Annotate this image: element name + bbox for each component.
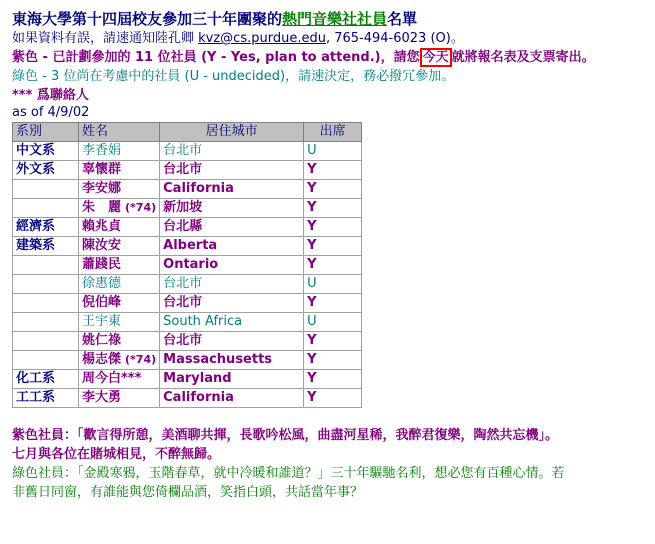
dept-cell bbox=[13, 351, 79, 370]
purple-legend bbox=[12, 48, 647, 67]
member-name: 李香娟 bbox=[82, 143, 122, 158]
title-end: 名單 bbox=[387, 10, 418, 28]
member-note: (*74) bbox=[125, 201, 157, 214]
table-row bbox=[13, 389, 362, 408]
name-cell bbox=[79, 332, 160, 351]
footer-green-line-1: 綠色社員：「金殿寒鴉，玉階春草，就中冷暖和誰道？」三十年驅馳名利，想必您有百種心情。若 bbox=[12, 466, 565, 481]
status-cell: U bbox=[304, 313, 362, 332]
status-cell: Y bbox=[304, 180, 362, 199]
city-cell: 台北縣 bbox=[160, 218, 304, 237]
roster-table bbox=[12, 122, 362, 408]
green-legend: 綠色 - 3 位尚在考慮中的社員 (U - undecided)，請速決定，務必撥冗參加。 bbox=[12, 69, 455, 84]
name-cell bbox=[79, 256, 160, 275]
status-cell: Y bbox=[304, 256, 362, 275]
dept-cell: 外文系 bbox=[13, 161, 79, 180]
header-city: 居住城市 bbox=[160, 123, 304, 142]
today-highlight: 今天 bbox=[420, 48, 452, 67]
header-dept: 系別 bbox=[13, 123, 79, 142]
footer bbox=[12, 426, 647, 502]
contact-person-note: *** 爲聯絡人 bbox=[12, 88, 89, 103]
city-cell: 台北市 bbox=[160, 275, 304, 294]
dept-cell: 中文系 bbox=[13, 142, 79, 161]
city-cell: Ontario bbox=[160, 256, 304, 275]
status-cell: Y bbox=[304, 370, 362, 389]
city-cell: California bbox=[160, 389, 304, 408]
roster-body bbox=[13, 142, 362, 408]
member-name: 蕭踐民 bbox=[82, 257, 122, 272]
table-row bbox=[13, 161, 362, 180]
table-row bbox=[13, 332, 362, 351]
dept-cell: 化工系 bbox=[13, 370, 79, 389]
member-name: 楊志傑 bbox=[82, 352, 122, 367]
status-cell: Y bbox=[304, 351, 362, 370]
status-cell: Y bbox=[304, 218, 362, 237]
table-row bbox=[13, 256, 362, 275]
name-cell bbox=[79, 161, 160, 180]
contact-email-link[interactable]: kvz@cs.purdue.edu bbox=[198, 31, 326, 46]
table-row bbox=[13, 237, 362, 256]
status-cell: U bbox=[304, 275, 362, 294]
table-row bbox=[13, 370, 362, 389]
contact-prefix: 如果資料有誤，請速通知陸孔卿 bbox=[12, 31, 199, 46]
member-name: 朱 麗 bbox=[82, 200, 122, 215]
member-name: 李安娜 bbox=[82, 181, 122, 196]
name-cell bbox=[79, 351, 160, 370]
footer-green-line-2: 非舊日同窗，有誰能與您倚欄品酒，笑指白頭，共話當年事？ bbox=[12, 485, 364, 500]
purple-legend-end: 就將報名表及支票寄出。 bbox=[451, 50, 595, 65]
table-row bbox=[13, 199, 362, 218]
city-cell: California bbox=[160, 180, 304, 199]
member-name: 辜懷群 bbox=[82, 162, 122, 177]
table-row bbox=[13, 275, 362, 294]
name-cell bbox=[79, 313, 160, 332]
city-cell: 台北市 bbox=[160, 332, 304, 351]
header-status: 出席 bbox=[304, 123, 362, 142]
name-cell bbox=[79, 218, 160, 237]
table-row bbox=[13, 218, 362, 237]
status-cell: Y bbox=[304, 294, 362, 313]
name-cell bbox=[79, 389, 160, 408]
dept-cell bbox=[13, 256, 79, 275]
dept-cell: 工工系 bbox=[13, 389, 79, 408]
as-of-date: as of 4/9/02 bbox=[12, 105, 90, 120]
dept-cell bbox=[13, 313, 79, 332]
dept-cell bbox=[13, 294, 79, 313]
name-cell bbox=[79, 294, 160, 313]
table-row bbox=[13, 180, 362, 199]
contact-line bbox=[12, 29, 647, 48]
member-name: 徐惠德 bbox=[82, 276, 122, 291]
dept-cell: 建築系 bbox=[13, 237, 79, 256]
dept-cell: 經濟系 bbox=[13, 218, 79, 237]
member-name: 賴兆貞 bbox=[82, 219, 122, 234]
member-name: 倪伯峰 bbox=[82, 295, 122, 310]
page-title bbox=[12, 9, 647, 29]
city-cell: 台北市 bbox=[160, 142, 304, 161]
member-name: 李大勇 bbox=[82, 390, 122, 405]
member-name: 周今白*** bbox=[82, 371, 142, 386]
dept-cell bbox=[13, 199, 79, 218]
page bbox=[12, 9, 647, 502]
footer-purple-line-2: 七月與各位在賭城相見，不醉無歸。 bbox=[12, 447, 221, 462]
name-cell bbox=[79, 180, 160, 199]
table-header-row bbox=[13, 123, 362, 142]
dept-cell bbox=[13, 180, 79, 199]
city-cell: Massachusetts bbox=[160, 351, 304, 370]
status-cell: U bbox=[304, 142, 362, 161]
city-cell: 台北市 bbox=[160, 294, 304, 313]
table-row bbox=[13, 313, 362, 332]
dept-cell bbox=[13, 275, 79, 294]
city-cell: South Africa bbox=[160, 313, 304, 332]
city-cell: Alberta bbox=[160, 237, 304, 256]
header-name: 姓名 bbox=[79, 123, 160, 142]
city-cell: Maryland bbox=[160, 370, 304, 389]
status-cell: Y bbox=[304, 161, 362, 180]
table-row bbox=[13, 351, 362, 370]
status-cell: Y bbox=[304, 389, 362, 408]
name-cell bbox=[79, 275, 160, 294]
table-row bbox=[13, 142, 362, 161]
city-cell: 台北市 bbox=[160, 161, 304, 180]
table-row bbox=[13, 294, 362, 313]
member-name: 姚仁祿 bbox=[82, 333, 122, 348]
dept-cell bbox=[13, 332, 79, 351]
name-cell bbox=[79, 370, 160, 389]
member-name: 陳汝安 bbox=[82, 238, 122, 253]
status-cell: Y bbox=[304, 237, 362, 256]
title-main: 東海大學第十四屆校友參加三十年團聚的 bbox=[12, 10, 283, 28]
purple-legend-text: 紫色 - 已計劃參加的 11 位社員 (Y - Yes, plan to attend.)，請您 bbox=[12, 50, 420, 65]
title-club-link[interactable]: 熱門音樂社社員 bbox=[282, 10, 388, 28]
status-cell: Y bbox=[304, 332, 362, 351]
status-cell: Y bbox=[304, 199, 362, 218]
city-cell: 新加坡 bbox=[160, 199, 304, 218]
member-name: 王宇東 bbox=[82, 314, 122, 329]
contact-suffix: , 765-494-6023 (O)。 bbox=[325, 31, 464, 46]
name-cell bbox=[79, 142, 160, 161]
footer-purple-line-1: 紫色社員：「歡言得所憩，美酒聊共揮，長歌吟松風，曲盡河星稀，我醉君復樂，陶然共忘機」。 bbox=[12, 428, 559, 443]
member-note: (*74) bbox=[125, 353, 157, 366]
name-cell bbox=[79, 199, 160, 218]
name-cell bbox=[79, 237, 160, 256]
